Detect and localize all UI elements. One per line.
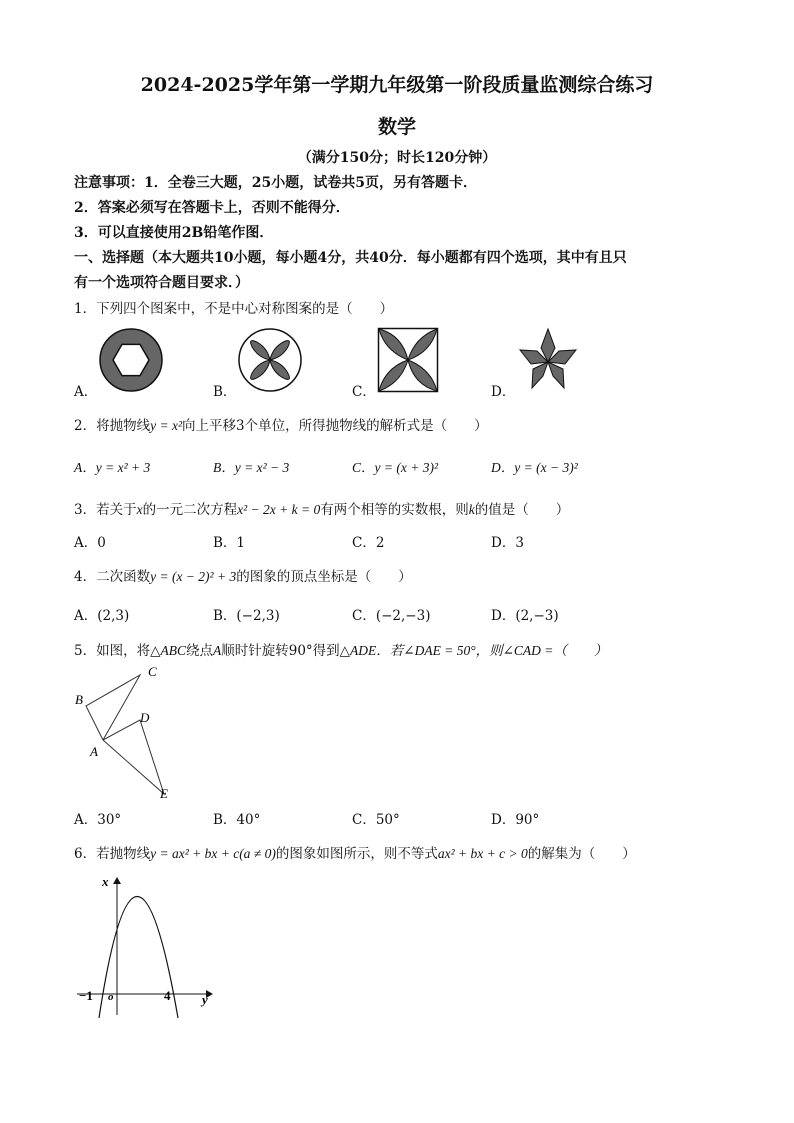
q4-stem-equation: y = (x − 2)² + 3 [150, 569, 237, 584]
q6-label-left-root: −1 [79, 988, 93, 1003]
q3-option-a: A．0 [74, 535, 106, 551]
q4-option-a: A．(2,3) [74, 608, 130, 624]
q2-option-c: C．y = (x + 3)² [352, 460, 438, 475]
q5-option-a: A．30° [74, 812, 122, 828]
q6-label-x-axis: x [102, 874, 109, 889]
q2-stem: 2．将抛物线y = x²向上平移3个单位，所得抛物线的解析式是（ ） [74, 418, 488, 434]
notes-line-3: 3．可以直接使用2B铅笔作图． [74, 225, 274, 241]
q4-option-c: C．(−2,−3) [352, 608, 431, 624]
q2-option-d: D．y = (x − 3)² [491, 460, 578, 475]
q4-stem: 4．二次函数y = (x − 2)² + 3的图象的顶点坐标是（ ） [74, 569, 412, 585]
q3-option-b: B．1 [213, 535, 246, 551]
q6-stem-inequality: ax² + bx + c > 0 [437, 846, 528, 861]
q3-option-c: C．2 [352, 535, 385, 551]
q5-triangle-rotation-figure [70, 660, 180, 805]
q1-option-c: C． [352, 384, 376, 400]
q1-stem: 1．下列四个图案中，不是中心对称图案的是（ ） [74, 301, 394, 317]
q2-option-b: B．y = x² − 3 [213, 460, 290, 475]
q6-label-origin: o [108, 991, 114, 1003]
q5-option-d: D．90° [491, 812, 540, 828]
score-duration-note: （满分150分；时长120分钟） [297, 150, 497, 166]
q4-option-b: B．(−2,3) [213, 608, 280, 624]
q5-label-e: E [160, 786, 168, 801]
q4-option-d: D．(2,−3) [491, 608, 559, 624]
q1-option-d: D． [491, 384, 516, 400]
q1-option-a: A． [74, 384, 98, 400]
q2-option-a: A．y = x² + 3 [74, 460, 151, 475]
q3-stem-equation: x² − 2x + k = 0 [237, 502, 321, 517]
q5-label-d: D [140, 710, 150, 725]
q1-figure-a-circle-hexagon [98, 327, 164, 393]
q6-stem-equation: y = ax² + bx + c(a ≠ 0) [150, 846, 276, 861]
q6-label-y-axis: y [202, 992, 208, 1007]
q5-label-c: C [148, 664, 157, 679]
notes-line-2: 2．答案必须写在答题卡上，否则不能得分． [74, 200, 350, 216]
exam-title: 2024-2025学年第一学期九年级第一阶段质量监测综合练习 [140, 74, 654, 96]
subject-title: 数学 [377, 116, 416, 138]
q1-option-b: B． [213, 384, 237, 400]
q6-label-right-root: 4 [164, 988, 171, 1003]
q3-option-d: D．3 [491, 535, 524, 551]
q5-label-b: B [75, 692, 83, 707]
q5-option-b: B．40° [213, 812, 261, 828]
q5-label-a: A [90, 744, 98, 759]
q1-figure-b-four-petal-circle [237, 327, 303, 393]
q5-stem: 5．如图，将△ABC绕点A顺时针旋转90°得到△ADE．若∠DAE = 50°，则∠CAD =（ ） [74, 643, 608, 659]
section1-heading-line-2: 有一个选项符合题目要求．） [74, 275, 249, 291]
q3-stem: 3．若关于x的一元二次方程x² − 2x + k = 0有两个相等的实数根，则k的值是（ ） [74, 502, 570, 518]
q5-option-c: C．50° [352, 812, 400, 828]
q1-figure-c-square-leaves [377, 327, 439, 393]
q2-stem-equation: y = x² [150, 418, 182, 433]
q1-figure-d-five-petal-star [518, 326, 578, 392]
section1-heading-line-1: 一、选择题（本大题共10小题，每小题4分，共40分．每小题都有四个选项，其中有且只 [74, 250, 627, 266]
q6-stem: 6．若抛物线y = ax² + bx + c(a ≠ 0)的图象如图所示，则不等式ax² + bx + c > 0的解集为（ ） [74, 846, 636, 862]
notes-line-1: 注意事项：1．全卷三大题，25小题，试卷共5页，另有答题卡． [74, 175, 477, 191]
q6-parabola-graph [72, 870, 222, 1020]
